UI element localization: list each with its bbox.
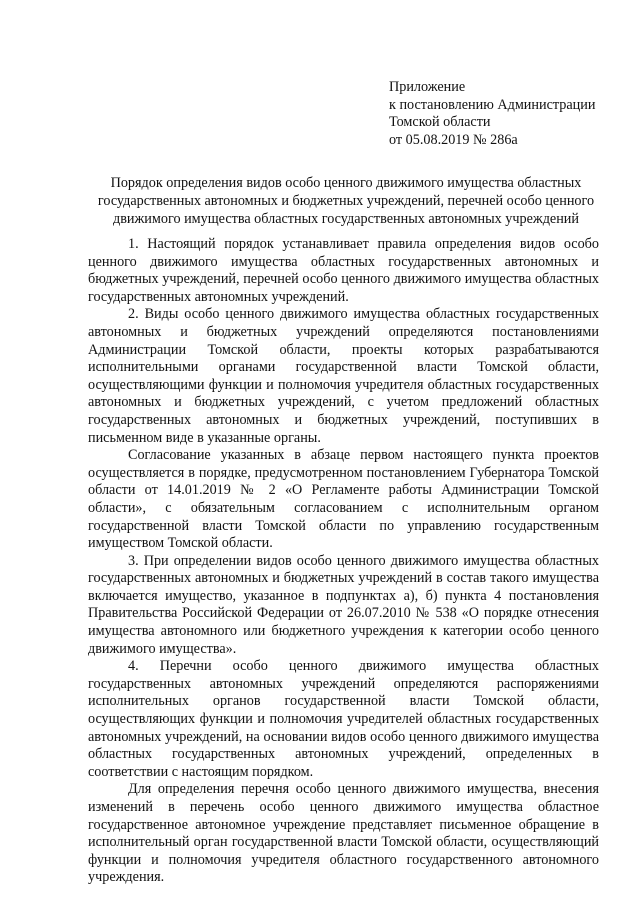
document-body — [88, 236, 599, 887]
document-title — [88, 174, 604, 228]
appendix-block — [389, 79, 619, 149]
paragraph-4: 3. При определении видов особо ценного движимого имущества областных государственных автономных и бюджетных учреждений в состав такого имущества включается имущество, указанное в подпунктах а), б) пункта 4 постановления Правительства Российской Федерации от 26.07.2010 № 538 «О порядке отнесения имущества автономного или бюджетного учреждения к категории особо ценного движимого имущества». — [88, 552, 599, 657]
title-line-2: государственных автономных и бюджетных учреждений, перечней особо ценного — [97, 193, 595, 209]
appendix-line-4: от 05.08.2019 № 286а — [389, 131, 518, 148]
title-line-1: Порядок определения видов особо ценного движимого имущества областных — [110, 175, 582, 191]
paragraph-5: 4. Перечни особо ценного движимого имущества областных государственных автономных учреждений определяются распоряжениями исполнительных органов государственной власти Томской области, осуществляющих функции и полномочия учредителей областных государственных автономных учреждений, на основании видов особо ценного движимого имущества областных государственных автономных учреждений, определенных в соответствии с настоящим порядком. — [88, 658, 599, 780]
appendix-line-2: к постановлению Администрации — [389, 96, 596, 113]
appendix-line-3: Томской области — [389, 114, 491, 130]
paragraph-3: Согласование указанных в абзаце первом настоящего пункта проектов осуществляется в порядке, предусмотренном постановлением Губернатора Томской области от 14.01.2019 № 2 «О Регламенте работы Администрации Томской области», с обязательным согласованием с исполнительным органом государственной власти Томской области по управлению государственным имуществом Томской области. — [88, 447, 599, 552]
title-line-3: движимого имущества областных государственных автономных учреждений — [113, 211, 579, 227]
paragraph-6: Для определения перечня особо ценного движимого имущества, внесения изменений в перечень особо ценного движимого имущества областное государственное автономное учреждение представляет письменное обращение в исполнительный орган государственной власти Томской области, осуществляющий функции и полномочия учредителя областного государственного автономного учреждения. — [88, 781, 599, 886]
appendix-line-1: Приложение — [389, 79, 466, 95]
paragraph-2: 2. Виды особо ценного движимого имущества областных государственных автономных и бюджетных учреждений определяются постановлениями Администрации Томской области, проекты которых разрабатываются исполнительными органами государственной власти Томской области, осуществляющими функции и полномочия учредителя областных государственных автономных и бюджетных учреждений, с учетом предложений областных государственных автономных и бюджетных учреждений, поступивших в письменном виде в указанные органы. — [88, 306, 599, 446]
paragraph-1: 1. Настоящий порядок устанавливает правила определения видов особо ценного движимого имущества областных государственных автономных и бюджетных учреждений, перечней особо ценного движимого имущества областных государственных автономных учреждений. — [88, 236, 599, 305]
